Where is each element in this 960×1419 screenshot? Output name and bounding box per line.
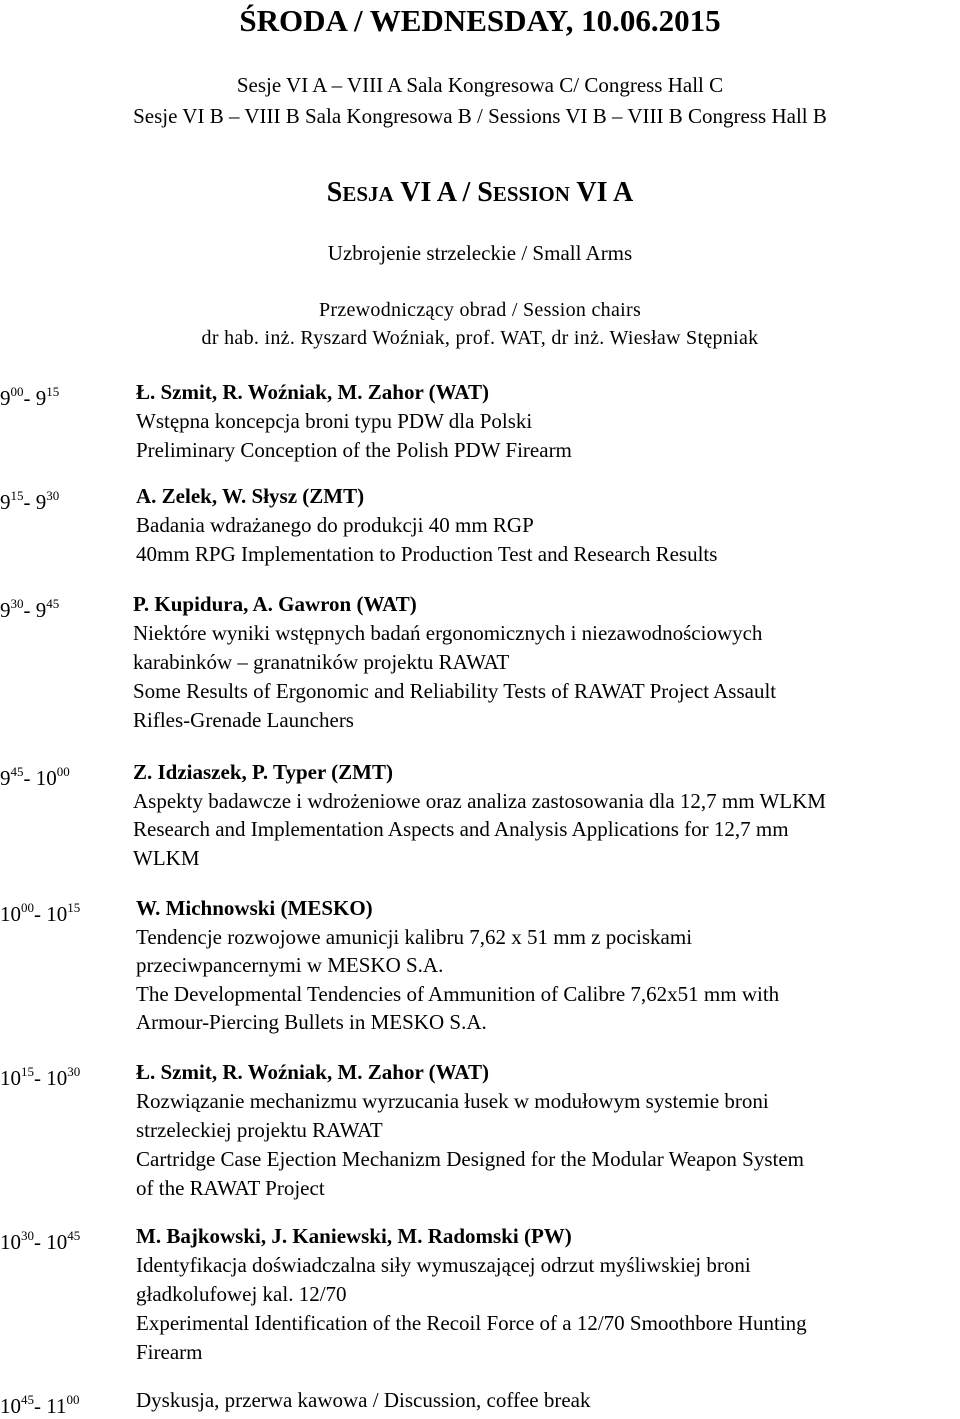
talk-time: $9^{30}-$ $9^{45}$: [0, 596, 60, 622]
talk-time: $9^{45}-$ $10^{00}$: [0, 764, 70, 790]
talk-authors: M. Bajkowski, J. Kaniewski, M. Radomski (PW): [136, 1224, 572, 1248]
sessions-line-2: Sesje VI B – VIII B Sala Kongresowa B / Sessions VI B – VIII B Congress Hall B: [133, 104, 827, 128]
chairs-names: dr hab. inż. Ryszard Woźniak, prof. WAT, dr inż. Wiesław Stępniak: [201, 327, 759, 349]
day-title: ŚRODA / WEDNESDAY, 10.06.2015: [239, 3, 721, 38]
talk-title-line: Wstępna koncepcja broni typu PDW dla Polski: [136, 409, 533, 433]
talk-title-line: Identyfikacja doświadczalna siły wymuszającej odrzut myśliwskiej broni: [136, 1253, 751, 1277]
talk-title-line: Niektóre wyniki wstępnych badań ergonomicznych i niezawodnościowych: [133, 621, 763, 645]
talk-authors: Ł. Szmit, R. Woźniak, M. Zahor (WAT): [136, 1060, 489, 1084]
talk-title-line: Firearm: [136, 1340, 203, 1364]
talk-entry: [136, 1386, 590, 1415]
talk-time: $9^{00}-$ $9^{15}$: [0, 384, 60, 410]
talk-title-line: The Developmental Tendencies of Ammunition of Calibre 7,62x51 mm with: [136, 981, 780, 1006]
talk-title-line: Rozwiązanie mechanizmu wyrzucania łusek w modułowym systemie broni: [136, 1089, 769, 1113]
talk-time: $9^{15}-$ $9^{30}$: [0, 488, 60, 514]
talk-entry: [133, 590, 776, 735]
talk-entry: [136, 482, 717, 569]
talk-title-line: Some Results of Ergonomic and Reliability Tests of RAWAT Project Assault: [133, 679, 777, 703]
session-title: SESJA VI A / SESSION VI A: [326, 177, 634, 208]
chairs-label: Przewodniczący obrad / Session chairs: [318, 299, 642, 321]
sessions-line-1: Sesje VI A – VIII A Sala Kongresowa C/ Congress Hall C: [236, 73, 724, 97]
talk-authors: Ł. Szmit, R. Woźniak, M. Zahor (WAT): [136, 380, 489, 404]
talk-authors: A. Zelek, W. Słysz (ZMT): [136, 484, 365, 508]
talk-title-line: Cartridge Case Ejection Mechanizm Designed for the Modular Weapon System: [136, 1147, 804, 1171]
talk-title-line: Preliminary Conception of the Polish PDW Firearm: [136, 438, 572, 462]
talk-authors: P. Kupidura, A. Gawron (WAT): [133, 592, 417, 616]
talk-title-line: Dyskusja, przerwa kawowa / Discussion, coffee break: [136, 1388, 591, 1412]
talk-time: $10^{30}-$ $10^{45}$: [0, 1228, 81, 1254]
talk-authors: Z. Idziaszek, P. Typer (ZMT): [133, 760, 393, 784]
talk-title-line: przeciwpancernymi w MESKO S.A.: [136, 953, 444, 977]
session-topic: Uzbrojenie strzeleckie / Small Arms: [327, 241, 633, 265]
talk-title-line: of the RAWAT Project: [136, 1176, 325, 1200]
talk-title-line: karabinków – granatników projektu RAWAT: [133, 650, 510, 674]
talk-time: $10^{00}-$ $10^{15}$: [0, 900, 81, 926]
talk-time: $10^{15}-$ $10^{30}$: [0, 1064, 81, 1090]
talk-title-line: 40mm RPG Implementation to Production Test and Research Results: [136, 542, 718, 566]
talk-entry: [136, 1222, 807, 1367]
talk-title-line: Armour-Piercing Bullets in MESKO S.A.: [136, 1010, 487, 1034]
talk-entry: [136, 378, 572, 465]
talk-time: $10^{45}-$ $11^{00}$: [0, 1392, 80, 1418]
talk-title-line: Research and Implementation Aspects and Analysis Applications for 12,7 mm: [133, 817, 789, 841]
talk-entry: [136, 894, 779, 1037]
talk-title-line: gładkolufowej kal. 12/70: [136, 1282, 347, 1306]
talk-title-line: Aspekty badawcze i wdrożeniowe oraz analiza zastosowania dla 12,7 mm WLKM: [133, 788, 826, 813]
talk-title-line: Tendencje rozwojowe amunicji kalibru 7,62 x 51 mm z pociskami: [136, 924, 693, 949]
talk-entry: [133, 758, 826, 872]
talk-title-line: Experimental Identification of the Recoil Force of a 12/70 Smoothbore Hunting: [136, 1311, 807, 1335]
talk-title-line: Rifles-Grenade Launchers: [133, 708, 354, 732]
talk-entry: [136, 1058, 804, 1203]
talk-title-line: WLKM: [133, 845, 200, 870]
talk-authors: W. Michnowski (MESKO): [136, 896, 373, 920]
talk-title-line: strzeleckiej projektu RAWAT: [136, 1118, 383, 1142]
talk-title-line: Badania wdrażanego do produkcji 40 mm RGP: [136, 513, 534, 537]
